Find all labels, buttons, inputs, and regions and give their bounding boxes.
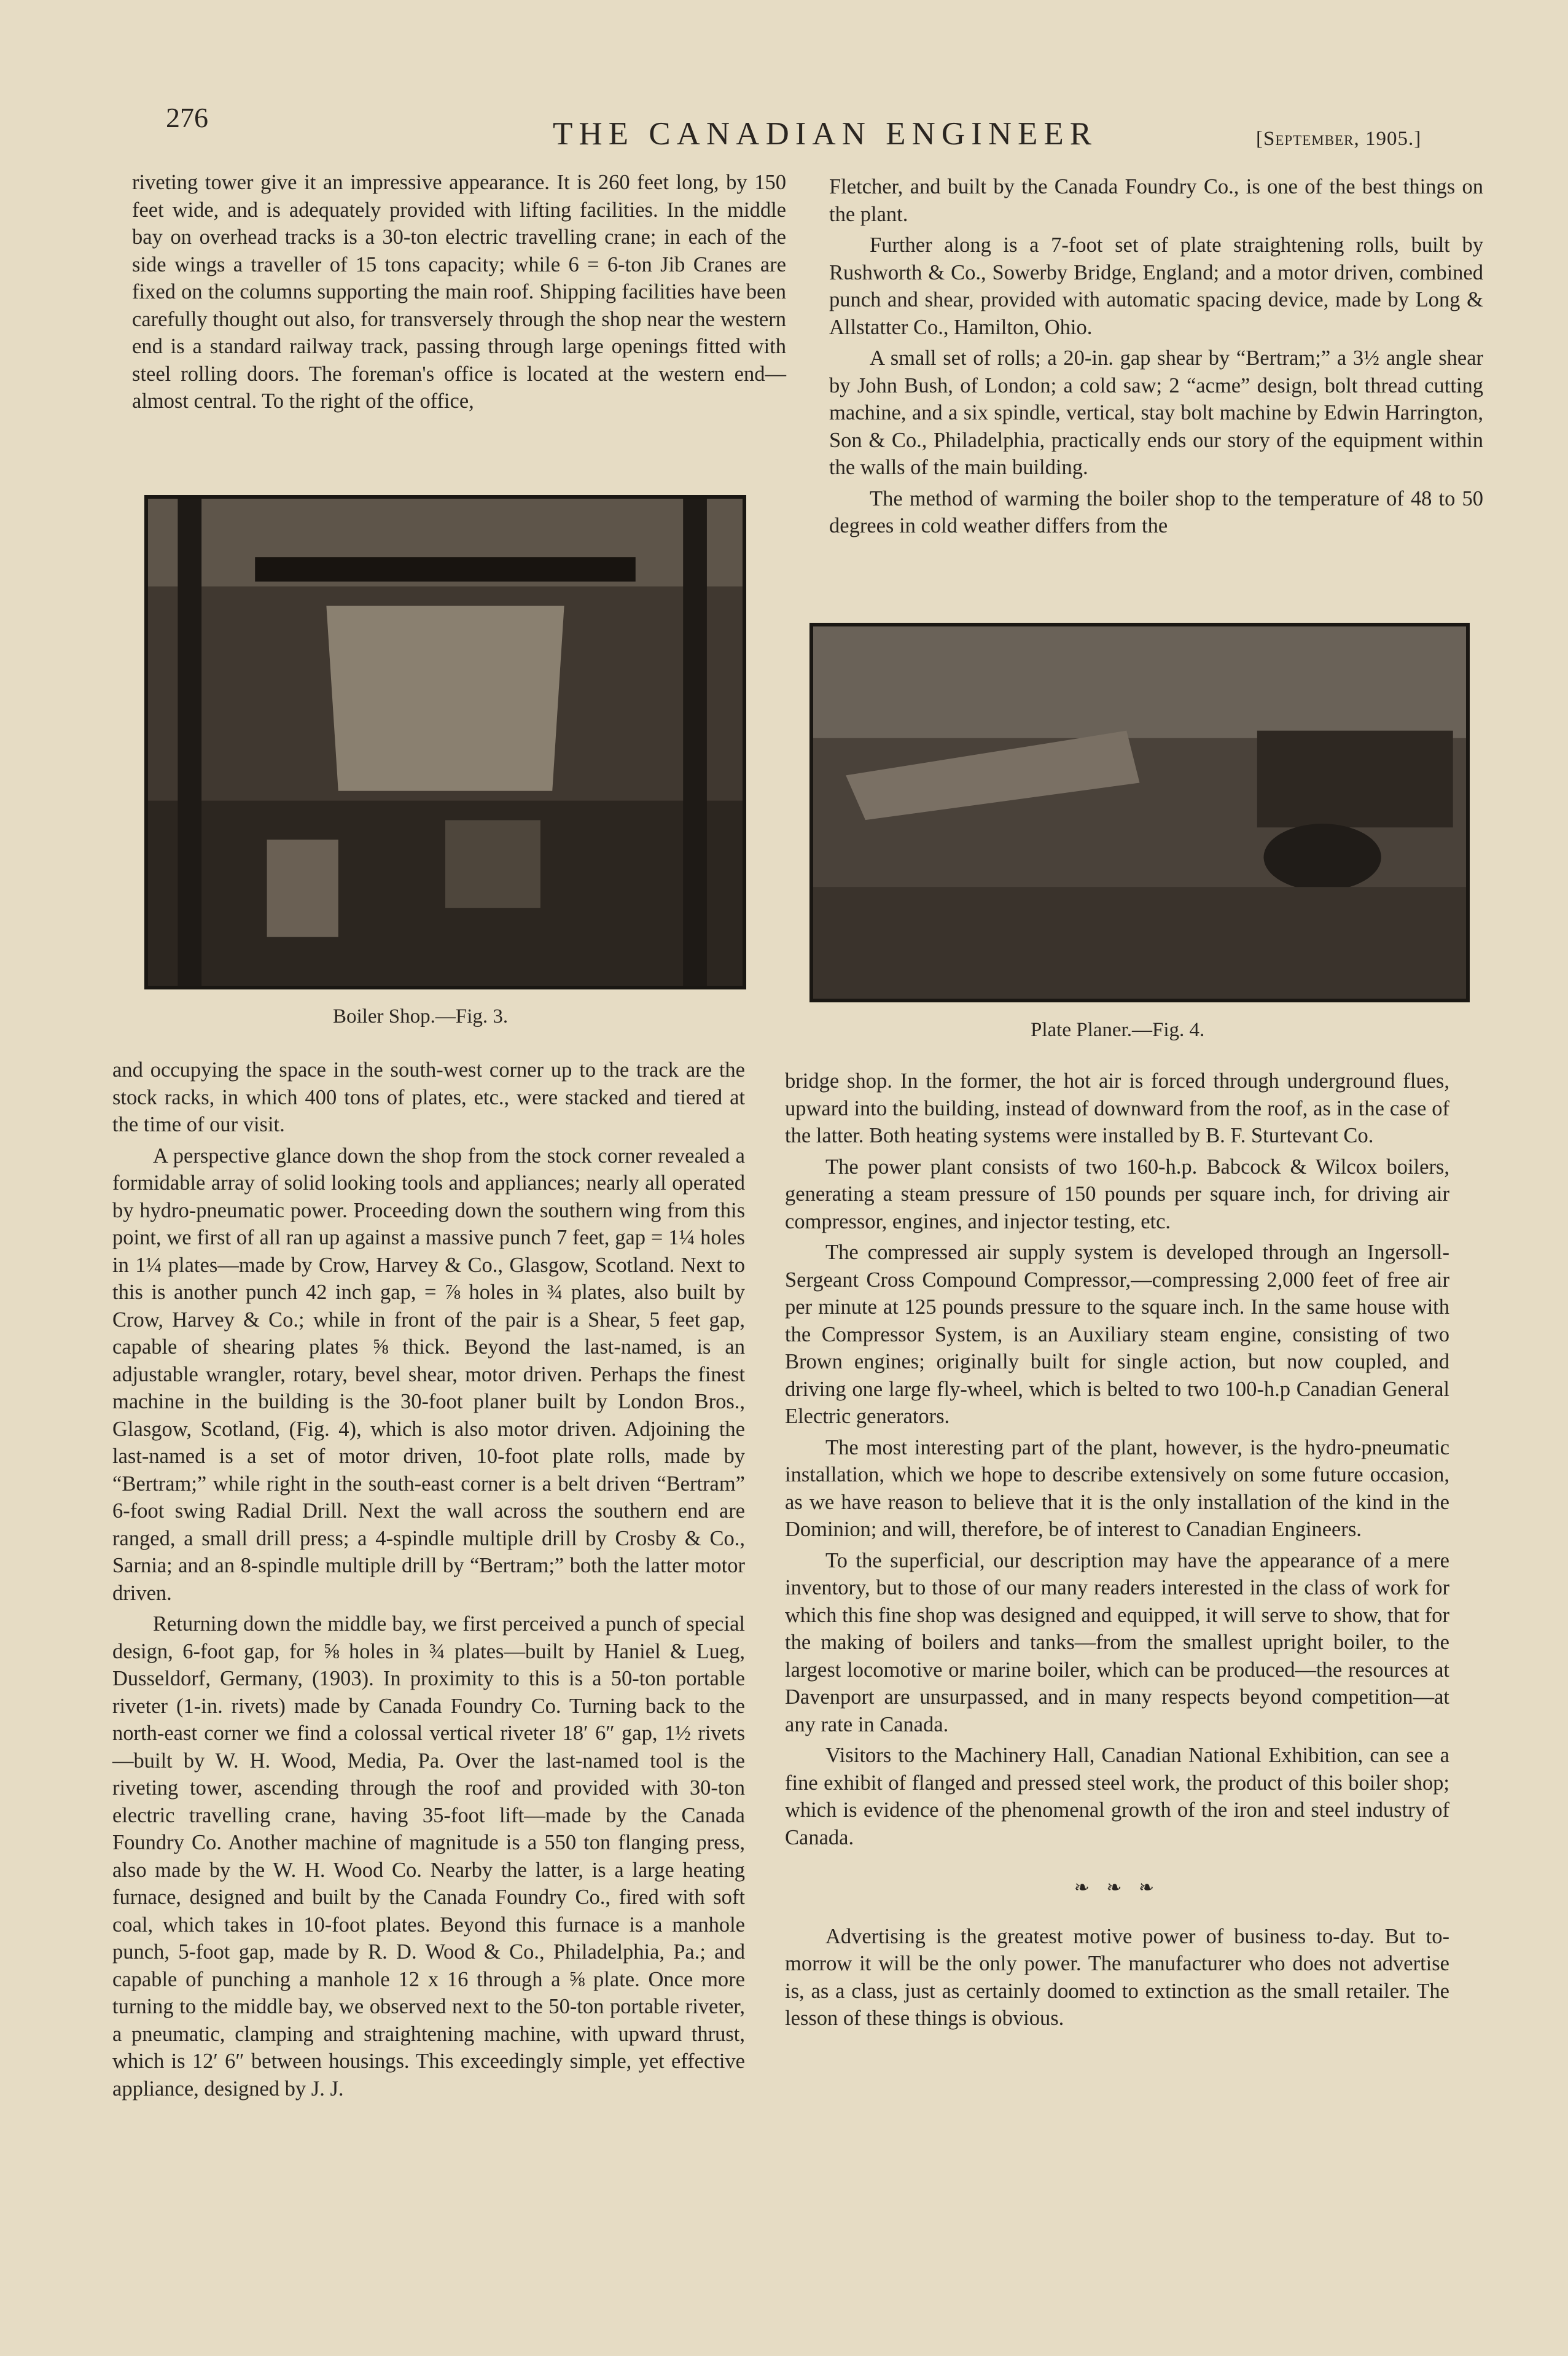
paragraph: The power plant consists of two 160-h.p. Babcock & Wilcox boilers, generating a steam pressure of 150 pounds per square inch, for driving air compressor, engines, and injector testing, etc. [785, 1155, 1449, 1233]
column-bottom-right [785, 1067, 1449, 2032]
paragraph: Further along is a 7-foot set of plate straightening rolls, built by Rushworth & Co., Sowerby Bridge, England; and a motor driven, combined punch and shear, provided with automatic spacing device, made by Long & Allstatter Co., Hamilton, Ohio. [829, 233, 1483, 339]
column-top-right [829, 173, 1483, 540]
paragraph: The method of warming the boiler shop to the temperature of 48 to 50 degrees in cold weather differs from the [829, 486, 1483, 537]
paragraph: The most interesting part of the plant, however, is the hydro-pneumatic installation, which we hope to describe extensively on some future occasion, as we have reason to believe that it is the only installation of the kind in the Dominion; and will, therefore, be of interest to Canadian Engineers. [785, 1435, 1449, 1541]
paragraph: Returning down the middle bay, we first perceived a punch of special design, 6-foot gap, for ⅝ holes in ¾ plates—built by Haniel & Lueg, Dusseldorf, Germany, (1903). In proximity to this is a 50-ton portable riveter (1-in. rivets) made by Canada Foundry Co. Turning back to the north-east corner we find a colossal vertical riveter 18′ 6″ gap, 1½ rivets—built by W. H. Wood, Media, Pa. Over the last-named tool is the riveting tower, ascending through the roof and provided with 30-ton electric travelling crane, having 35-foot lift—made by the Canada Foundry Co. Another machine of magnitude is a 550 ton flanging press, also made by the W. H. Wood Co. Nearby the latter, is a large heating furnace, designed and built by the Canada Foundry Co., fired with soft coal, which takes in 10-foot plates. Beyond this furnace is a manhole punch, 5-foot gap, made by R. D. Wood & Co., Philadelphia, Pa.; and capable of punching a manhole 12 x 16 through a ⅝ plate. Once more turning to the middle bay, we observed next to the 50-ton portable riveter, a pneumatic, clamping and straightening machine, with upward thrust, which is 12′ 6″ between housings. This exceedingly simple, yet effective appliance, designed by J. J. [112, 1612, 745, 2101]
column-bottom-left [112, 1056, 745, 2102]
paragraph: A small set of rolls; a 20-in. gap shear by “Bertram;” a 3½ angle shear by John Bush, of London; a cold saw; 2 “acme” design, bolt thread cutting machine, and a six spindle, vertical, stay bolt machine by Edwin Harrington, Son & Co., Philadelphia, practically ends our story of the equipment within the walls of the main building. [829, 346, 1483, 479]
figure-3-caption: Boiler Shop.—Fig. 3. [333, 1005, 509, 1028]
section-separator-ornament: ❧ ❧ ❧ [1074, 1878, 1161, 1898]
plate-planer-photo [809, 623, 1470, 1002]
paragraph: Visitors to the Machinery Hall, Canadian National Exhibition, can see a fine exhibit of flanged and pressed steel work, the product of this boiler shop; which is evidence of the phenomenal growth of the iron and steel industry of Canada. [785, 1744, 1449, 1849]
paragraph: The compressed air supply system is developed through an Ingersoll-Sergeant Cross Compound Compressor,—compressing 2,000 feet of free air per minute at 125 pounds pressure to the square inch. In the same house with the Compressor System, is an Auxiliary steam engine, consisting of two Brown engines; originally built for single action, but now coupled, and driving one large fly-wheel, which is belted to two 100-h.p Canadian General Electric generators. [785, 1241, 1449, 1428]
paragraph: riveting tower give it an impressive appearance. It is 260 feet long, by 150 feet wide, and is adequately provided with lifting facilities. In the middle bay on overhead tracks is a 30-ton electric travelling crane; in each of the side wings a traveller of 15 tons capacity; while 6 = 6-ton Jib Cranes are fixed on the columns supporting the main roof. Shipping facilities have been carefully thought out also, for transversely through the shop near the western end is a standard railway track, passing through large openings fitted with steel rolling doors. The foreman's office is located at the western end—almost central. To the right of the office, [132, 171, 786, 413]
paragraph: Advertising is the greatest motive power of business to-day. But to-morrow it will be the only power. The manufacturer who does not advertise is, as a class, just as certainly doomed to extinction as the small retailer. The lesson of these things is obvious. [785, 1924, 1449, 2030]
paragraph: Fletcher, and built by the Canada Foundry Co., is one of the best things on the plant. [829, 175, 1483, 226]
boiler-shop-photo [144, 495, 746, 989]
paragraph: and occupying the space in the south-west corner up to the track are the stock racks, in which 400 tons of plates, etc., were stacked and tiered at the time of our visit. [112, 1058, 745, 1136]
issue-date: [September, 1905.] [1256, 128, 1422, 150]
paragraph: A perspective glance down the shop from the stock corner revealed a formidable array of solid looking tools and appliances; nearly all operated by hydro-pneumatic power. Proceeding down the southern wing from this point, we first of all ran up against a massive punch 7 feet, gap = 1¼ holes in 1¼ plates—made by Crow, Harvey & Co., Glasgow, Scotland. Next to this is another punch 42 inch gap, = ⅞ holes in ¾ plates, also built by Crow, Harvey & Co.; while in front of the pair is a Shear, 5 feet gap, capable of shearing plates ⅝ thick. Beyond the last-named, is an adjustable wrangler, rotary, bevel shear, motor driven. Perhaps the finest machine in the building is the 30-foot planer built by London Bros., Glasgow, Scotland, (Fig. 4), which is also motor driven. Adjoining the last-named is a set of motor driven, 10-foot plate rolls, made by “Bertram;” while right in the south-east corner is a belt driven “Bertram” 6-foot swing Radial Drill. Next the wall across the southern end are ranged, a small drill press; a 4-spindle multiple drill by Crosby & Co., Sarnia; and an 8-spindle multiple drill by “Bertram;” both the latter motor driven. [112, 1144, 745, 1605]
figure-4-caption: Plate Planer.—Fig. 4. [1031, 1019, 1205, 1041]
column-top-left [132, 169, 786, 415]
journal-title: THE CANADIAN ENGINEER [553, 116, 1098, 152]
paragraph: To the superficial, our description may have the appearance of a mere inventory, but to those of our many readers interested in the class of work for which this fine shop was designed and equipped, it will serve to show, that for the making of boilers and tanks—from the smallest upright boiler, to the largest locomotive or marine boiler, which can be produced—the resources at Davenport are unsurpassed, and in many respects beyond competition—at any rate in Canada. [785, 1548, 1449, 1736]
paragraph: bridge shop. In the former, the hot air is forced through underground flues, upward into the building, instead of downward from the roof, as in the case of the latter. Both heating systems were installed by B. F. Sturtevant Co. [785, 1069, 1449, 1147]
page-number: 276 [166, 102, 208, 133]
